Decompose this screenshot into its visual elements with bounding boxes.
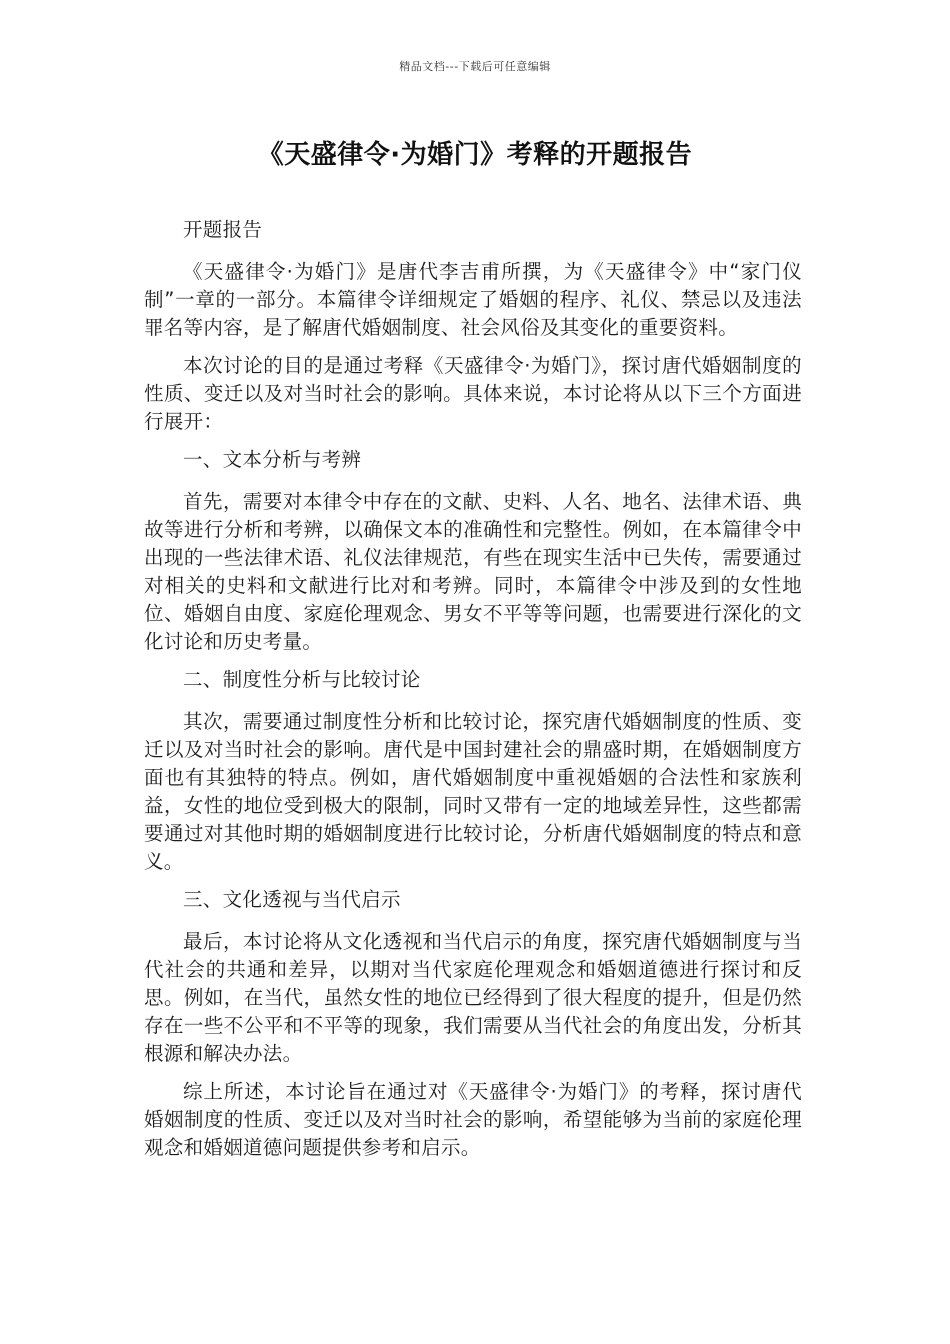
- paragraph-institutional-analysis: 其次，需要通过制度性分析和比较讨论，探究唐代婚姻制度的性质、变迁以及对当时社会的影响。唐代是中国封建社会的鼎盛时期，在婚姻制度方面也有其独特的特点。例如，唐代婚姻制度中重视婚姻的合法性和家族利益，女性的地位受到极大的限制，同时又带有一定的地域差异性，这些都需要通过对其他时期的婚姻制度进行比较讨论，分析唐代婚姻制度的特点和意义。: [144, 710, 802, 873]
- document-body: [144, 216, 802, 1172]
- paragraph-text-analysis: 首先，需要对本律令中存在的文献、史料、人名、地名、法律术语、典故等进行分析和考辨，以确保文本的准确性和完整性。例如，在本篇律令中出现的一些法律术语、礼仪法律规范，有些在现实生活中已失传，需要通过对相关的史料和文献进行比对和考辨。同时，本篇律令中涉及到的女性地位、婚姻自由度、家庭伦理观念、男女不平等等问题，也需要进行深化的文化讨论和历史考量。: [144, 490, 802, 653]
- section-heading-institutional-analysis: 二、制度性分析与比较讨论: [183, 668, 421, 691]
- paragraph-conclusion: 综上所述，本讨论旨在通过对《天盛律令·为婚门》的考释，探讨唐代婚姻制度的性质、变迁以及对当时社会的影响，希望能够为当前的家庭伦理观念和婚姻道德问题提供参考和启示。: [144, 1080, 802, 1159]
- paragraph-cultural-perspective: 最后，本讨论将从文化透视和当代启示的角度，探究唐代婚姻制度与当代社会的共通和差异，以期对当代家庭伦理观念和婚姻道德进行探讨和反思。例如，在当代，虽然女性的地位已经得到了很大程度的提升，但是仍然存在一些不公平和不平等的现象，我们需要从当代社会的角度出发，分析其根源和解决办法。: [144, 930, 802, 1065]
- section-heading-report: 开题报告: [183, 218, 263, 241]
- header-note: 精品文档---下载后可任意编辑: [399, 60, 551, 73]
- paragraph-purpose: 本次讨论的目的是通过考释《天盛律令·为婚门》，探讨唐代婚姻制度的性质、变迁以及对当时社会的影响。具体来说，本讨论将从以下三个方面进行展开：: [144, 354, 802, 433]
- section-heading-cultural-perspective: 三、文化透视与当代启示: [183, 888, 401, 911]
- paragraph-intro: 《天盛律令·为婚门》是唐代李吉甫所撰，为《天盛律令》中“家门仪制”一章的一部分。本篇律令详细规定了婚姻的程序、礼仪、禁忌以及违法罪名等内容，是了解唐代婚姻制度、社会风俗及其变化的重要资料。: [144, 260, 802, 339]
- document-title: 《天盛律令·为婚门》考释的开题报告: [257, 140, 693, 170]
- section-heading-text-analysis: 一、文本分析与考辨: [183, 448, 362, 471]
